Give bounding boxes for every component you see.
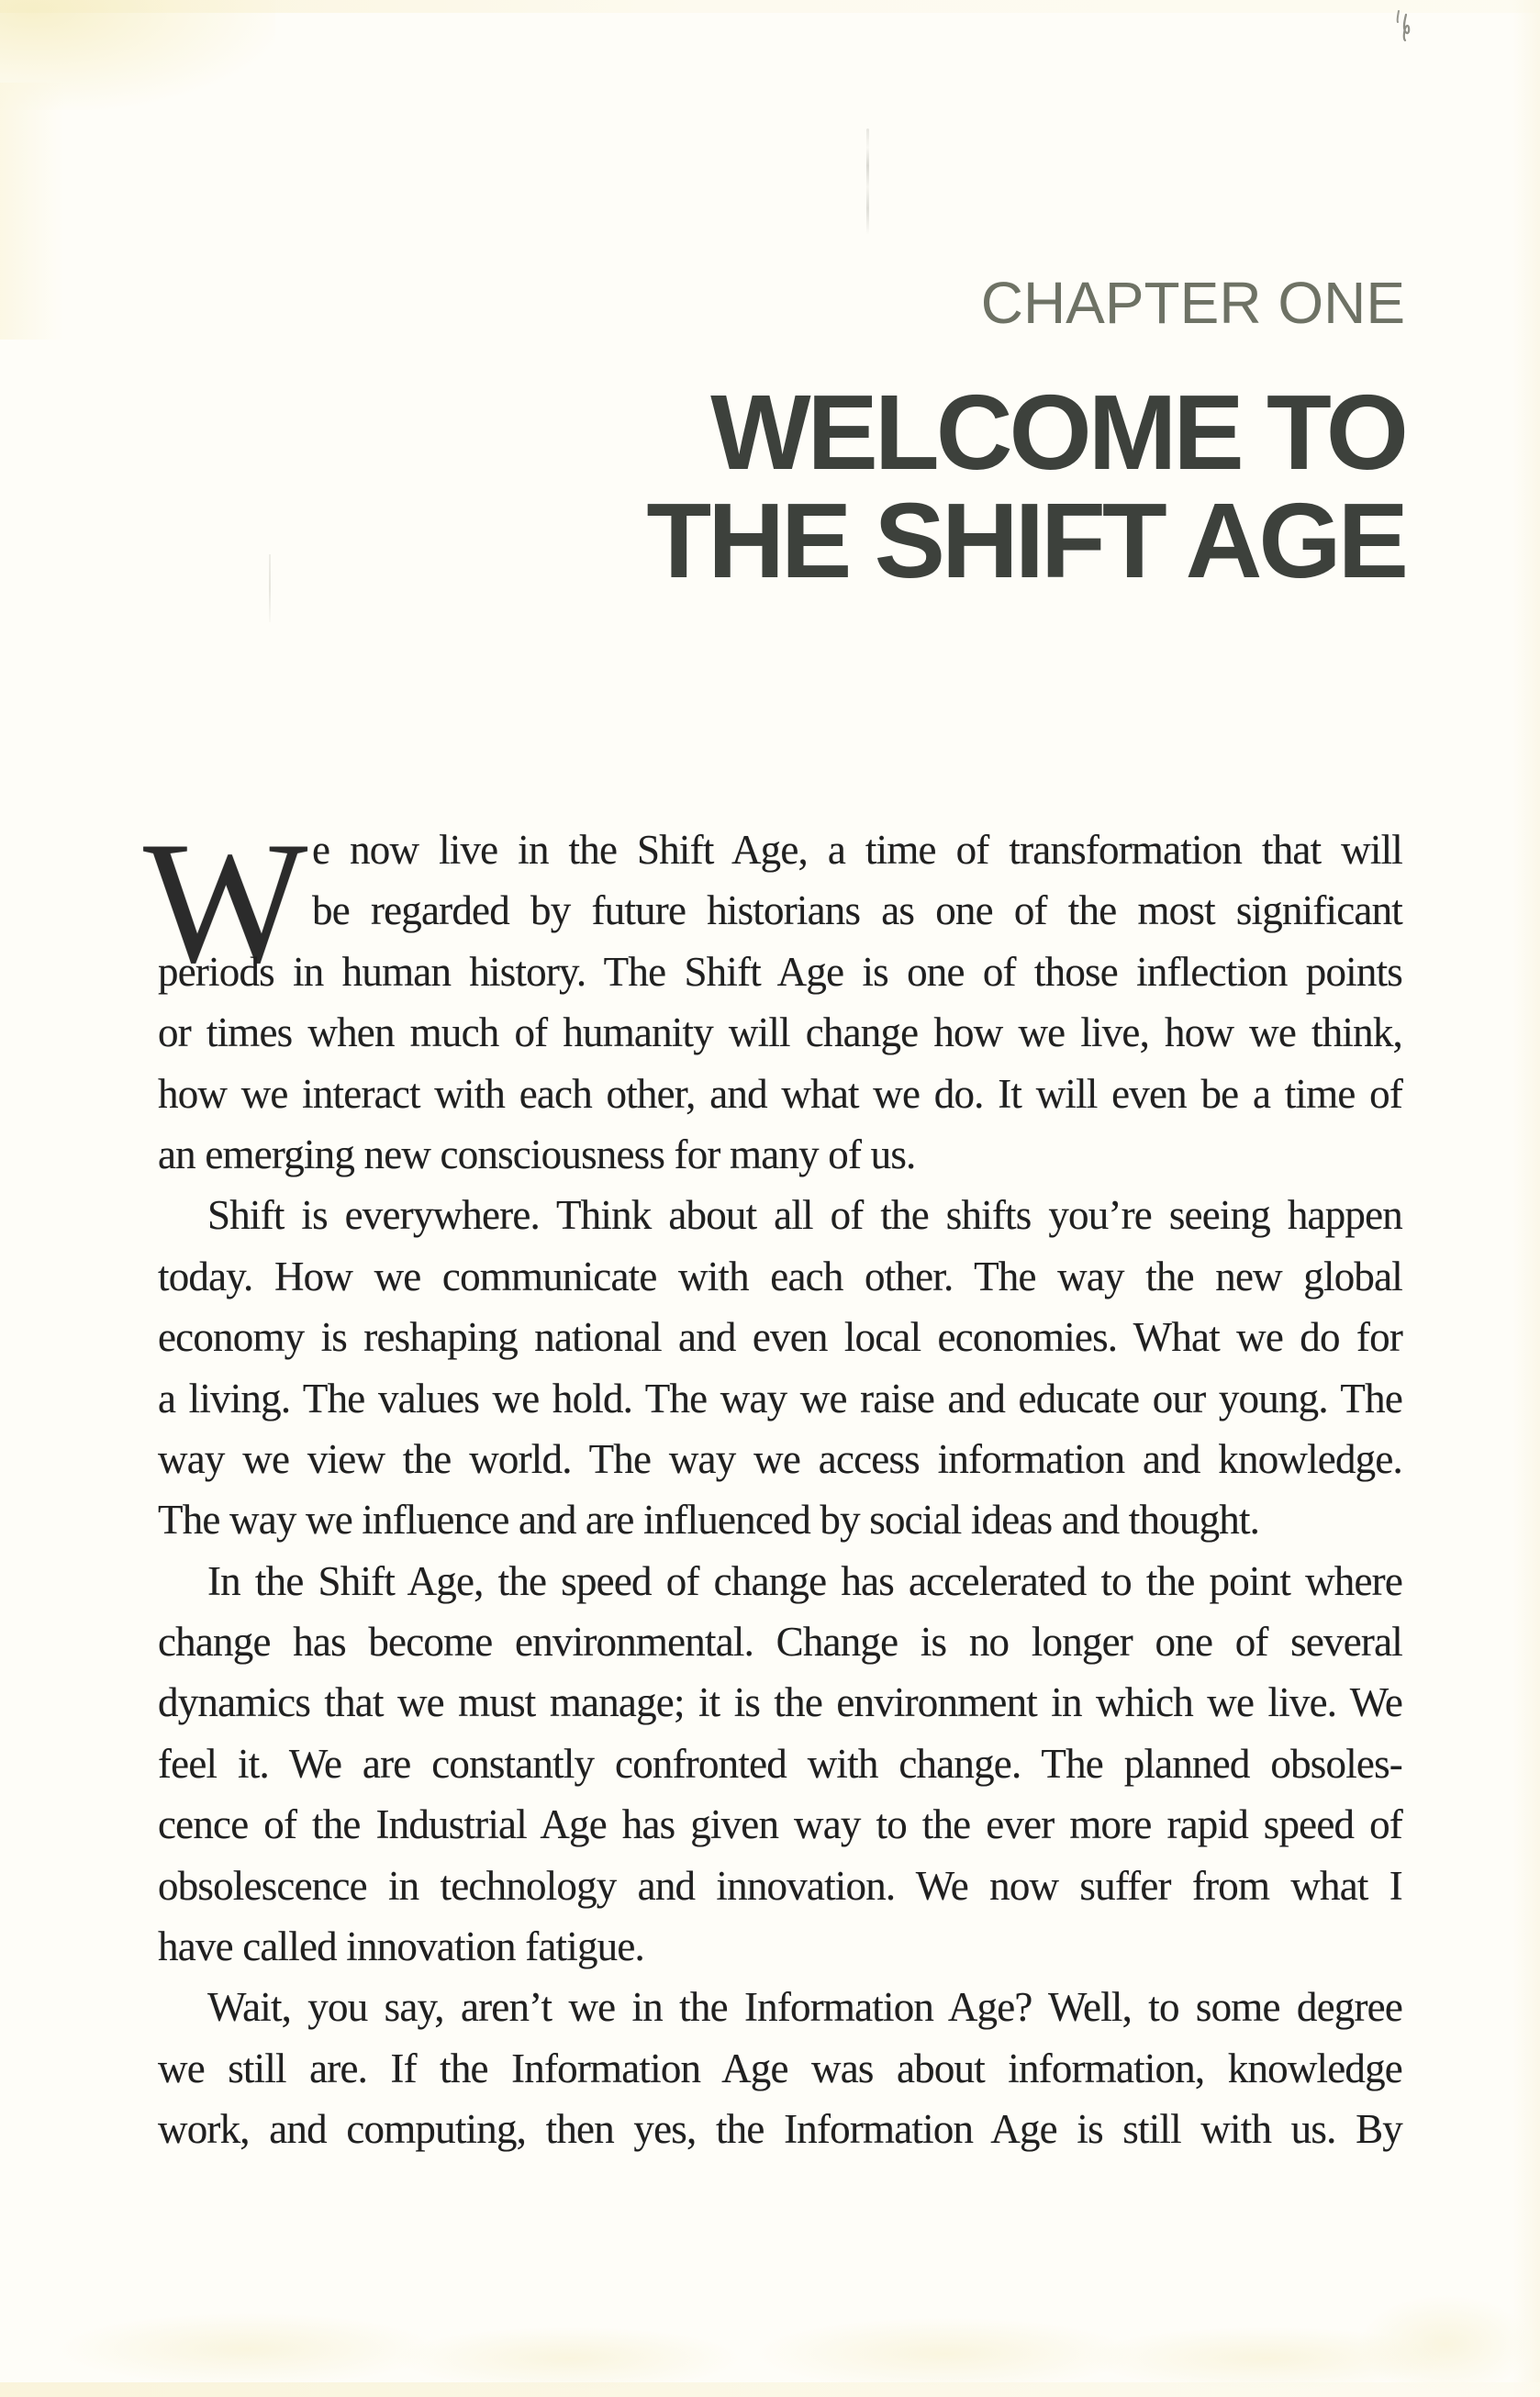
body-line: we still are. If the Information Age was about information, knowledge — [158, 2045, 1402, 2091]
body-line: In the Shift Age, the speed of change has accelerated to the point where — [207, 1557, 1402, 1604]
body-line: obsolescence in technology and innovation. We now suffer from what I — [158, 1862, 1402, 1909]
body-line: work, and computing, then yes, the Information Age is still with us. By — [158, 2106, 1402, 2153]
body-line: cence of the Industrial Age has given way to the ever more rapid speed of — [158, 1801, 1402, 1848]
scan-pen-mark — [1393, 9, 1417, 42]
body-line: dynamics that we must manage; it is the environment in which we live. We — [158, 1679, 1402, 1726]
scan-bottom-blotch — [753, 2317, 1138, 2391]
scan-edge-bottom — [0, 2382, 1540, 2397]
body-line: be regarded by future historians as one of the most significant — [312, 887, 1402, 934]
body-line: an emerging new consciousness for many of us. — [158, 1131, 916, 1177]
body-line: how we interact with each other, and what we do. It will even be a time of — [158, 1070, 1402, 1117]
page-title-line-1: WELCOME TO — [710, 373, 1405, 492]
body-line: Wait, you say, aren’t we in the Information Age? Well, to some degree — [207, 1984, 1402, 2031]
scan-bottom-blotch — [395, 2326, 743, 2391]
body-line: a living. The values we hold. The way we raise and educate our young. The — [158, 1375, 1402, 1421]
body-line: periods in human history. The Shift Age is one of those inflection points — [158, 948, 1402, 995]
scan-crease-line — [866, 128, 869, 235]
scan-left-blotch — [0, 83, 64, 340]
body-line: Shift is everywhere. Think about all of the shifts you’re seeing happen — [207, 1192, 1402, 1239]
chapter-label: CHAPTER ONE — [980, 270, 1405, 336]
body-line: feel it. We are constantly confronted with change. The planned obsoles- — [158, 1740, 1402, 1787]
body-line: change has become environmental. Change is no longer one of several — [158, 1619, 1402, 1666]
body-line: way we view the world. The way we access information and knowledge. — [158, 1435, 1402, 1482]
scan-faint-mark — [269, 554, 271, 622]
body-text — [158, 819, 1402, 2160]
scan-bottom-blotch — [1358, 2294, 1533, 2395]
drop-cap: W — [143, 807, 308, 999]
body-line: have called innovation fatigue. — [158, 1923, 644, 1970]
body-line: e now live in the Shift Age, a time of transformation that will — [312, 827, 1402, 873]
page-title-line-2: THE SHIFT AGE — [646, 481, 1405, 600]
scan-edge-right — [1512, 0, 1540, 2397]
scan-bottom-blotch — [55, 2313, 441, 2386]
body-line: or times when much of humanity will change how we live, how we think, — [158, 1009, 1402, 1056]
body-line: today. How we communicate with each other. The way the new global — [158, 1253, 1402, 1299]
body-line: economy is reshaping national and even local economies. What we do for — [158, 1314, 1402, 1361]
body-line: The way we influence and are influenced by social ideas and thought. — [158, 1497, 1260, 1544]
